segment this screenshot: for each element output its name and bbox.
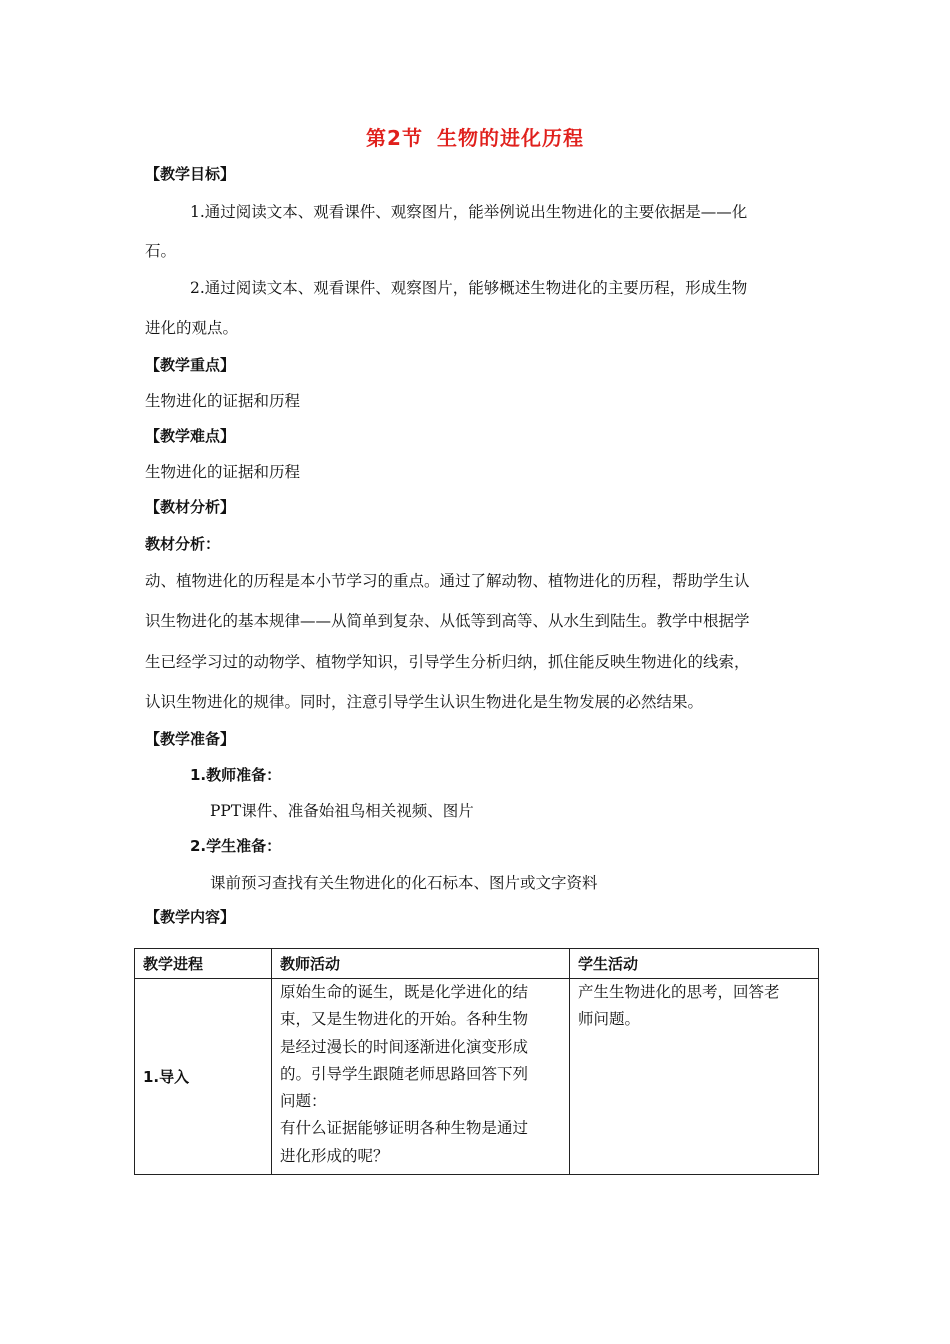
lesson-table xyxy=(134,948,819,1175)
table-header-row xyxy=(135,949,819,979)
objective-1-line-2: 石。 xyxy=(145,242,177,260)
teacher-activity-line: 束，又是生物进化的开始。各种生物 xyxy=(280,1010,529,1029)
analysis-heading: 【教材分析】 xyxy=(145,498,236,516)
objective-1-line-1: 1.通过阅读文本、观看课件、观察图片，能举例说出生物进化的主要依据是——化 xyxy=(190,203,748,221)
teacher-activity-line: 的。引导学生跟随老师思路回答下列 xyxy=(280,1064,529,1083)
objectives-heading: 【教学目标】 xyxy=(145,165,236,183)
objective-2-line-1: 2.通过阅读文本、观看课件、观察图片，能够概述生物进化的主要历程，形成生物 xyxy=(190,279,748,297)
objective-2-line-2: 进化的观点。 xyxy=(145,319,239,337)
teacher-activity-line: 问题： xyxy=(280,1092,327,1111)
table-row xyxy=(135,979,819,1175)
analysis-subheading: 教材分析： xyxy=(145,535,221,553)
teacher-activity-line: 有什么证据能够证明各种生物是通过 xyxy=(280,1119,529,1138)
title-section-number: 第2节 xyxy=(366,126,423,150)
column-header-student: 学生活动 xyxy=(570,949,819,979)
teacher-activity-cell xyxy=(272,979,570,1175)
teacher-activity-line: 进化形成的呢？ xyxy=(280,1146,389,1165)
student-activity-cell xyxy=(570,979,819,1175)
difficulties-heading: 【教学难点】 xyxy=(145,427,236,445)
student-prep-heading: 2.学生准备： xyxy=(190,837,282,855)
title-section-name: 生物的进化历程 xyxy=(436,126,584,150)
column-header-teacher: 教师活动 xyxy=(272,949,570,979)
analysis-line-2: 识生物进化的基本规律——从简单到复杂、从低等到高等、从水生到陆生。教学中根据学 xyxy=(145,612,750,630)
content-heading: 【教学内容】 xyxy=(145,908,236,926)
teacher-activity-line: 是经过漫长的时间逐渐进化演变形成 xyxy=(280,1037,529,1056)
student-prep-text: 课前预习查找有关生物进化的化石标本、图片或文字资料 xyxy=(210,874,598,892)
key-points-text: 生物进化的证据和历程 xyxy=(145,392,301,410)
key-points-heading: 【教学重点】 xyxy=(145,356,236,374)
difficulties-text: 生物进化的证据和历程 xyxy=(145,463,301,481)
analysis-line-4: 认识生物进化的规律。同时，注意引导学生认识生物进化是生物发展的必然结果。 xyxy=(145,693,704,711)
teacher-activity-line: 原始生命的诞生，既是化学进化的结 xyxy=(280,983,529,1001)
student-activity-line: 产生生物进化的思考，回答老 xyxy=(578,983,780,1001)
analysis-line-1: 动、植物进化的历程是本小节学习的重点。通过了解动物、植物进化的历程，帮助学生认 xyxy=(145,572,750,590)
teacher-prep-heading: 1.教师准备： xyxy=(190,766,282,784)
teacher-prep-text: PPT课件、准备始祖鸟相关视频、图片 xyxy=(210,802,474,820)
analysis-line-3: 生已经学习过的动物学、植物学知识，引导学生分析归纳，抓住能反映生物进化的线索， xyxy=(145,653,750,671)
preparation-heading: 【教学准备】 xyxy=(145,730,236,748)
column-header-stage: 教学进程 xyxy=(135,949,272,979)
page-title xyxy=(0,122,950,151)
stage-cell: 1.导入 xyxy=(135,979,272,1175)
student-activity-line: 师问题。 xyxy=(578,1010,641,1029)
